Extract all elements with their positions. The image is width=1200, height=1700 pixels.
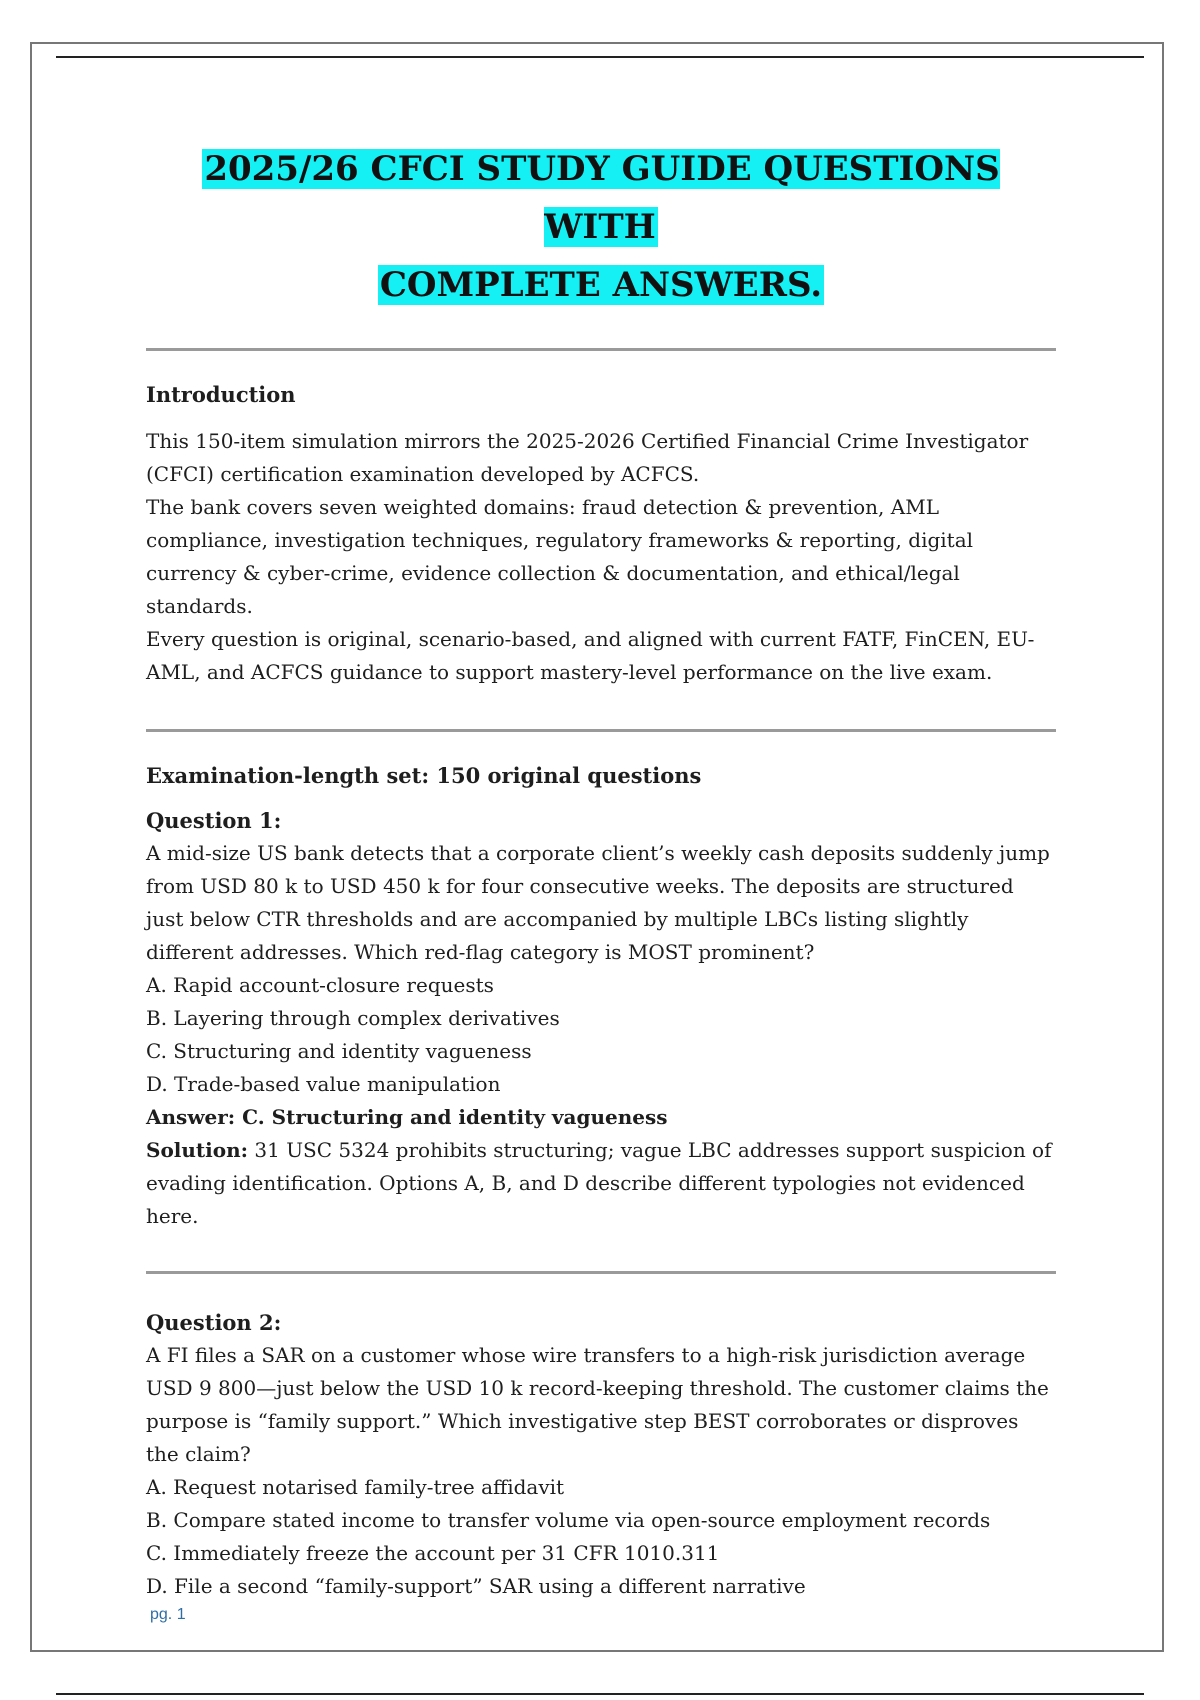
- intro-paragraph: This 150-item simulation mirrors the 2025-2026 Certified Financial Crime Investigator (CFCI) certification examination developed by ACFCS.: [146, 429, 1029, 486]
- title-line-1: 2025/26 CFCI STUDY GUIDE QUESTIONS WITH: [204, 149, 1000, 247]
- answer-option: A. Request notarised family-tree affidavit: [146, 1475, 565, 1499]
- question-title: Question 1:: [146, 808, 282, 833]
- question-block: [146, 1306, 1056, 1603]
- solution: [146, 1134, 1056, 1233]
- intro-paragraph: The bank covers seven weighted domains: fraud detection & prevention, AML compliance, investigation techniques, regulatory frameworks & reporting, digital currency & cyber-crime, evidence collection & documentation, and ethical/legal standards.: [146, 495, 974, 618]
- intro-paragraph: Every question is original, scenario-based, and aligned with current FATF, FinCEN, EU-AML, and ACFCS guidance to support mastery-level performance on the live exam.: [146, 627, 1035, 684]
- section-divider: [146, 348, 1056, 351]
- answer-option: B. Layering through complex derivatives: [146, 1006, 560, 1030]
- answer-option: A. Rapid account-closure requests: [146, 973, 494, 997]
- question-stem: A FI files a SAR on a customer whose wire transfers to a high-risk jurisdiction average USD 9 800—just below the USD 10 k record-keeping threshold. The customer claims the purpose is “family support.” Which investigative step BEST corroborates or disproves the claim?: [146, 1343, 1049, 1466]
- answer-option: D. File a second “family-support” SAR using a different narrative: [146, 1574, 806, 1598]
- answer-option: C. Structuring and identity vagueness: [146, 1039, 532, 1063]
- section-divider: [146, 729, 1056, 732]
- section-divider: [146, 1271, 1056, 1274]
- solution-text: 31 USC 5324 prohibits structuring; vague LBC addresses support suspicion of evading identification. Options A, B, and D describe different typologies not evidenced here.: [146, 1138, 1052, 1228]
- question-title: Question 2:: [146, 1310, 282, 1335]
- question-stem: A mid-size US bank detects that a corporate client’s weekly cash deposits suddenly jump from USD 80 k to USD 450 k for four consecutive weeks. The deposits are structured just below CTR thresholds and are accompanied by multiple LBCs listing slightly different addresses. Which red-flag category is MOST prominent?: [146, 841, 1050, 964]
- exam-set-heading: Examination-length set: 150 original questions: [146, 763, 702, 788]
- title-line-2: COMPLETE ANSWERS.: [379, 265, 823, 305]
- correct-answer: Answer: C. Structuring and identity vagueness: [146, 1105, 668, 1129]
- header-rule: [56, 56, 1144, 58]
- answer-option: C. Immediately freeze the account per 31 CFR 1010.311: [146, 1541, 720, 1565]
- introduction-heading: Introduction: [146, 382, 296, 407]
- answer-option: D. Trade-based value manipulation: [146, 1072, 501, 1096]
- question-block: [146, 804, 1056, 1233]
- footer-rule: [56, 1693, 1144, 1695]
- introduction-section: [146, 379, 1056, 689]
- page-number: pg. 1: [150, 1606, 186, 1623]
- answer-option: B. Compare stated income to transfer volume via open-source employment records: [146, 1508, 991, 1532]
- document-body: [146, 140, 1056, 1603]
- solution-label: Solution:: [146, 1138, 249, 1162]
- document-title: [146, 140, 1056, 314]
